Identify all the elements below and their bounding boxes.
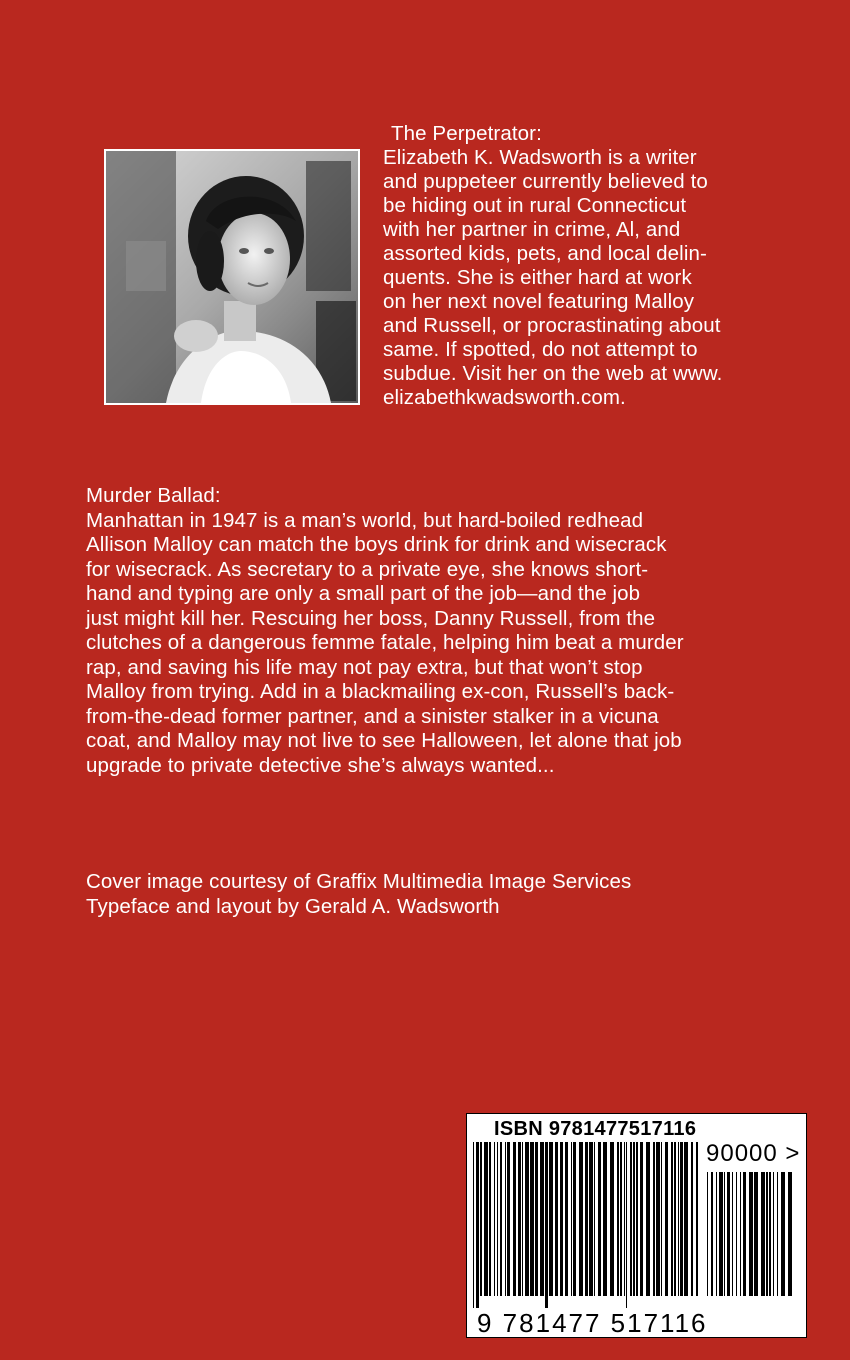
barcode-bar bbox=[716, 1172, 717, 1296]
bio-line: same. If spotted, do not attempt to bbox=[383, 338, 698, 361]
credit-line: Cover image courtesy of Graffix Multimedia Image Services bbox=[86, 870, 632, 893]
credits bbox=[86, 870, 826, 919]
barcode-bar bbox=[640, 1142, 643, 1296]
blurb-line: hand and typing are only a small part of the job—and the job bbox=[86, 582, 641, 605]
barcode-bar bbox=[598, 1142, 601, 1296]
barcode-bar bbox=[624, 1142, 625, 1296]
barcode-bar bbox=[480, 1142, 482, 1296]
barcode-bar bbox=[743, 1172, 746, 1296]
blurb-line: from-the-dead former partner, and a sinister stalker in a vicuna bbox=[86, 704, 659, 728]
barcode-bar bbox=[656, 1142, 660, 1296]
bio-line: assorted kids, pets, and local delin- bbox=[383, 242, 707, 265]
barcode-bar bbox=[626, 1142, 627, 1308]
barcode-bar bbox=[579, 1142, 583, 1296]
price-code: 90000 > bbox=[706, 1140, 801, 1167]
bio-line: Elizabeth K. Wadsworth is a writer bbox=[383, 146, 697, 169]
barcode-bar bbox=[684, 1142, 688, 1296]
barcode-bar bbox=[719, 1172, 723, 1296]
barcode-bar bbox=[617, 1142, 619, 1296]
barcode-bar bbox=[769, 1172, 771, 1296]
barcode-bar bbox=[540, 1142, 544, 1296]
barcode-bar bbox=[573, 1142, 576, 1296]
blurb-line: Malloy from trying. Add in a blackmailing ex-con, Russell’s back- bbox=[86, 680, 675, 703]
barcode-bar bbox=[777, 1172, 778, 1296]
barcode-digits: 9 781477 517116 bbox=[477, 1308, 708, 1338]
barcode-bar bbox=[505, 1142, 506, 1296]
barcode-bar bbox=[549, 1142, 553, 1296]
barcode-bar bbox=[620, 1142, 622, 1296]
barcode-bar bbox=[500, 1142, 502, 1296]
barcode-bar bbox=[781, 1172, 785, 1296]
bio-line: elizabethkwadsworth.com. bbox=[383, 386, 626, 409]
barcode-bar bbox=[754, 1172, 758, 1296]
blurb-line: Manhattan in 1947 is a man’s world, but hard-boiled redhead bbox=[86, 508, 644, 532]
bio-heading: The Perpetrator: bbox=[391, 122, 542, 145]
credit-line: Typeface and layout by Gerald A. Wadsworth bbox=[86, 894, 500, 918]
barcode-bar bbox=[711, 1172, 713, 1296]
blurb-line: upgrade to private detective she’s always wanted... bbox=[86, 753, 555, 777]
barcode-bar bbox=[633, 1142, 635, 1296]
barcode-bar bbox=[766, 1172, 768, 1296]
barcode-bar bbox=[484, 1142, 488, 1296]
barcode-bar bbox=[513, 1142, 516, 1296]
isbn-label: ISBN 9781477517116 bbox=[494, 1118, 697, 1140]
barcode-bar bbox=[525, 1142, 529, 1296]
bio-line: quents. She is either hard at work bbox=[383, 266, 692, 289]
barcode-bar bbox=[732, 1172, 733, 1296]
barcode-bar bbox=[661, 1142, 662, 1296]
blurb-line: rap, and saving his life may not pay extra, but that won’t stop bbox=[86, 655, 643, 679]
author-photo-image bbox=[106, 151, 358, 403]
barcode-bar bbox=[555, 1142, 558, 1296]
bio-line: be hiding out in rural Connecticut bbox=[383, 194, 687, 217]
barcode-bar bbox=[497, 1142, 498, 1296]
bio-line: subdue. Visit her on the web at www. bbox=[383, 362, 723, 385]
barcode-bar bbox=[494, 1142, 495, 1296]
barcode-bar bbox=[610, 1142, 614, 1296]
barcode-bar bbox=[603, 1142, 607, 1296]
barcode-bar bbox=[707, 1172, 708, 1296]
barcode-bar bbox=[594, 1142, 595, 1296]
barcode-bar bbox=[535, 1142, 538, 1296]
bio-line: on her next novel featuring Malloy bbox=[383, 290, 695, 313]
barcode-bar bbox=[476, 1142, 479, 1308]
barcode-bar bbox=[678, 1142, 679, 1296]
barcode-bar bbox=[671, 1142, 673, 1296]
barcode-addon-bars bbox=[705, 1172, 797, 1308]
barcode-bar bbox=[545, 1142, 548, 1308]
barcode-bar bbox=[724, 1172, 725, 1296]
blurb-line: for wisecrack. As secretary to a private eye, she knows short- bbox=[86, 557, 649, 581]
barcode-bar bbox=[489, 1142, 491, 1296]
barcode-bar bbox=[560, 1142, 563, 1296]
barcode-bar bbox=[507, 1142, 510, 1296]
blurb-line: coat, and Malloy may not live to see Halloween, let alone that job bbox=[86, 729, 682, 752]
book-blurb bbox=[86, 484, 826, 778]
barcode-bar bbox=[736, 1172, 737, 1296]
barcode-bar bbox=[674, 1142, 676, 1296]
barcode-bar bbox=[571, 1142, 572, 1296]
blurb-line: just might kill her. Rescuing her boss, Danny Russell, from the bbox=[86, 606, 656, 630]
blurb-heading: Murder Ballad: bbox=[86, 484, 221, 507]
barcode-bar bbox=[522, 1142, 523, 1296]
author-photo bbox=[104, 149, 360, 405]
blurb-line: Allison Malloy can match the boys drink for drink and wisecrack bbox=[86, 533, 667, 556]
barcode-bars bbox=[471, 1142, 701, 1308]
barcode-bar bbox=[773, 1172, 774, 1296]
barcode-bar bbox=[680, 1142, 683, 1296]
barcode-bar bbox=[696, 1142, 698, 1296]
barcode-bar bbox=[585, 1142, 588, 1296]
barcode-bar bbox=[740, 1172, 741, 1296]
barcode-bar bbox=[653, 1142, 655, 1296]
isbn-barcode bbox=[466, 1113, 807, 1338]
barcode-bar bbox=[565, 1142, 568, 1296]
barcode-bar bbox=[691, 1142, 693, 1296]
bio-line: and Russell, or procrastinating about bbox=[383, 314, 721, 337]
barcode-bar bbox=[636, 1142, 638, 1296]
barcode-bar bbox=[727, 1172, 730, 1296]
bio-line: and puppeteer currently believed to bbox=[383, 170, 708, 193]
blurb-line: clutches of a dangerous femme fatale, helping him beat a murder bbox=[86, 631, 684, 654]
barcode-bar bbox=[473, 1142, 474, 1308]
barcode-bar bbox=[788, 1172, 792, 1296]
barcode-bar bbox=[749, 1172, 753, 1296]
barcode-bar bbox=[646, 1142, 650, 1296]
barcode-bar bbox=[761, 1172, 765, 1296]
barcode-bar bbox=[665, 1142, 668, 1296]
barcode-bar bbox=[518, 1142, 521, 1296]
barcode-bar bbox=[589, 1142, 593, 1296]
author-bio bbox=[383, 122, 823, 410]
barcode-bar bbox=[530, 1142, 534, 1296]
bio-line: with her partner in crime, Al, and bbox=[383, 218, 681, 241]
barcode-bar bbox=[630, 1142, 632, 1296]
